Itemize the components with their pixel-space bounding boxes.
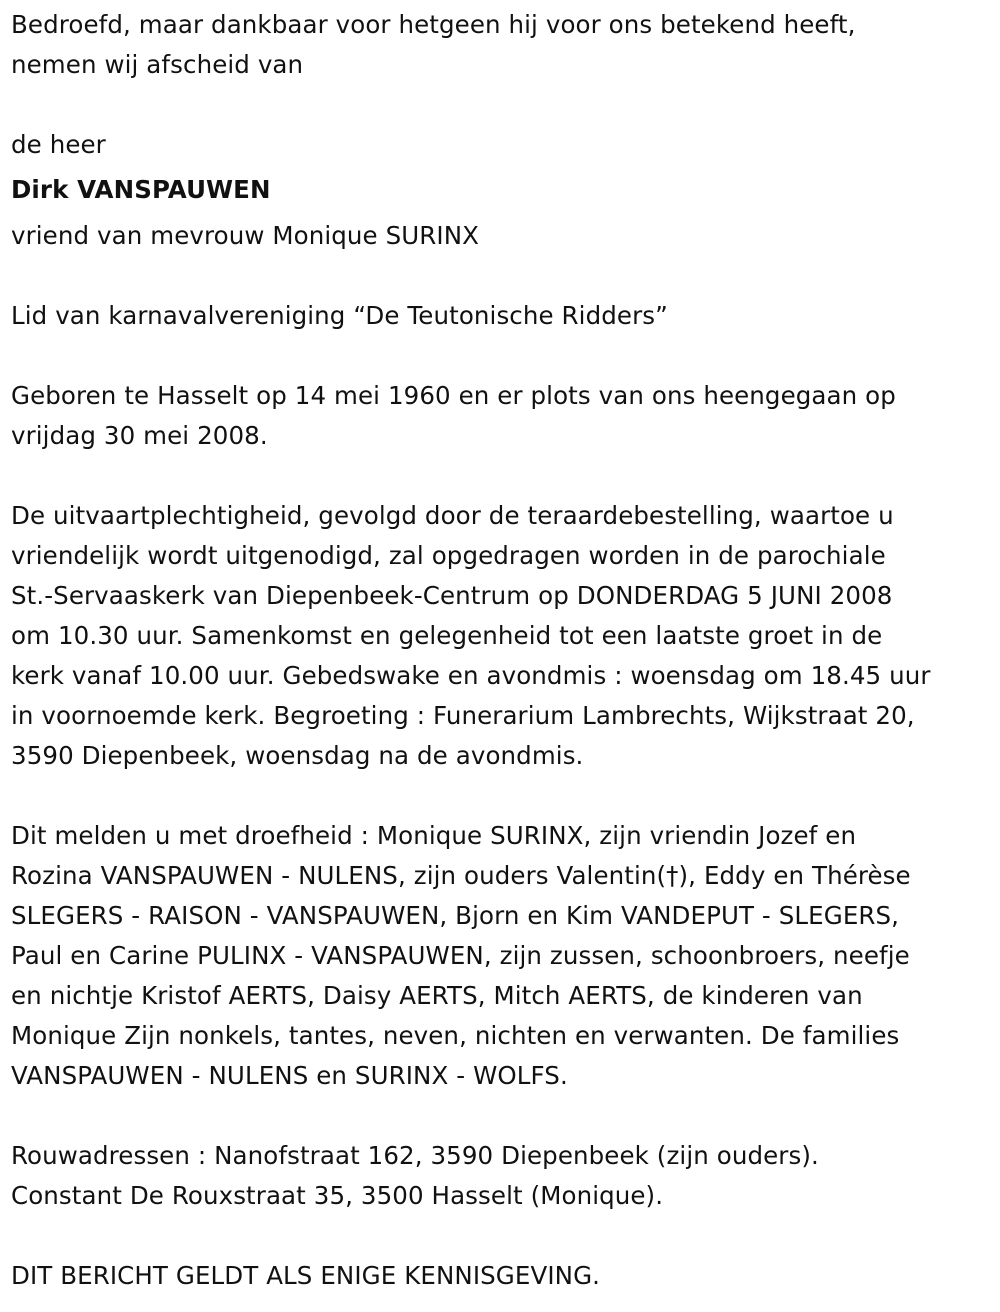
ceremony-line: 3590 Diepenbeek, woensdag na de avondmis. — [11, 741, 584, 770]
spacer — [11, 776, 993, 816]
ceremony-line: in voornoemde kerk. Begroeting : Funerarium Lambrechts, Wijkstraat 20, — [11, 701, 915, 730]
membership-line: Lid van karnavalvereniging “De Teutonische Ridders” — [11, 301, 668, 330]
intro-line: Bedroefd, maar dankbaar voor hetgeen hij voor ons betekend heeft, — [11, 10, 856, 39]
address-line: Constant De Rouxstraat 35, 3500 Hasselt (Monique). — [11, 1181, 664, 1210]
family-line: SLEGERS - RAISON - VANSPAUWEN, Bjorn en Kim VANDEPUT - SLEGERS, — [11, 901, 900, 930]
family-line: Monique Zijn nonkels, tantes, neven, nichten en verwanten. De families — [11, 1021, 900, 1050]
family-line: Rozina VANSPAUWEN - NULENS, zijn ouders Valentin(†), Eddy en Thérèse — [11, 861, 911, 890]
family-line: Paul en Carine PULINX - VANSPAUWEN, zijn zussen, schoonbroers, neefje — [11, 941, 910, 970]
deceased-name: Dirk VANSPAUWEN — [11, 175, 271, 204]
family-line: en nichtje Kristof AERTS, Daisy AERTS, Mitch AERTS, de kinderen van — [11, 981, 863, 1010]
ceremony-line: De uitvaartplechtigheid, gevolgd door de teraardebestelling, waartoe u — [11, 501, 894, 530]
ceremony-line: kerk vanaf 10.00 uur. Gebedswake en avondmis : woensdag om 18.45 uur — [11, 661, 931, 690]
relation-line: vriend van mevrouw Monique SURINX — [11, 221, 480, 250]
spacer — [11, 456, 993, 496]
spacer — [11, 1096, 993, 1136]
intro-line: nemen wij afscheid van — [11, 50, 304, 79]
spacer — [11, 336, 993, 376]
death-notice — [11, 5, 993, 1296]
spacer — [11, 85, 993, 125]
birth-death-line: Geboren te Hasselt op 14 mei 1960 en er plots van ons heengegaan op — [11, 381, 896, 410]
address-line: Rouwadressen : Nanofstraat 162, 3590 Diepenbeek (zijn ouders). — [11, 1141, 819, 1170]
salutation: de heer — [11, 130, 106, 159]
ceremony-line: vriendelijk wordt uitgenodigd, zal opgedragen worden in de parochiale — [11, 541, 886, 570]
birth-death-line: vrijdag 30 mei 2008. — [11, 421, 268, 450]
closing-line: DIT BERICHT GELDT ALS ENIGE KENNISGEVING. — [11, 1261, 601, 1290]
family-line: Dit melden u met droefheid : Monique SURINX, zijn vriendin Jozef en — [11, 821, 857, 850]
ceremony-line: St.-Servaaskerk van Diepenbeek-Centrum op DONDERDAG 5 JUNI 2008 — [11, 581, 893, 610]
spacer — [11, 1216, 993, 1256]
ceremony-line: om 10.30 uur. Samenkomst en gelegenheid tot een laatste groet in de — [11, 621, 883, 650]
family-line: VANSPAUWEN - NULENS en SURINX - WOLFS. — [11, 1061, 568, 1090]
spacer — [11, 256, 993, 296]
